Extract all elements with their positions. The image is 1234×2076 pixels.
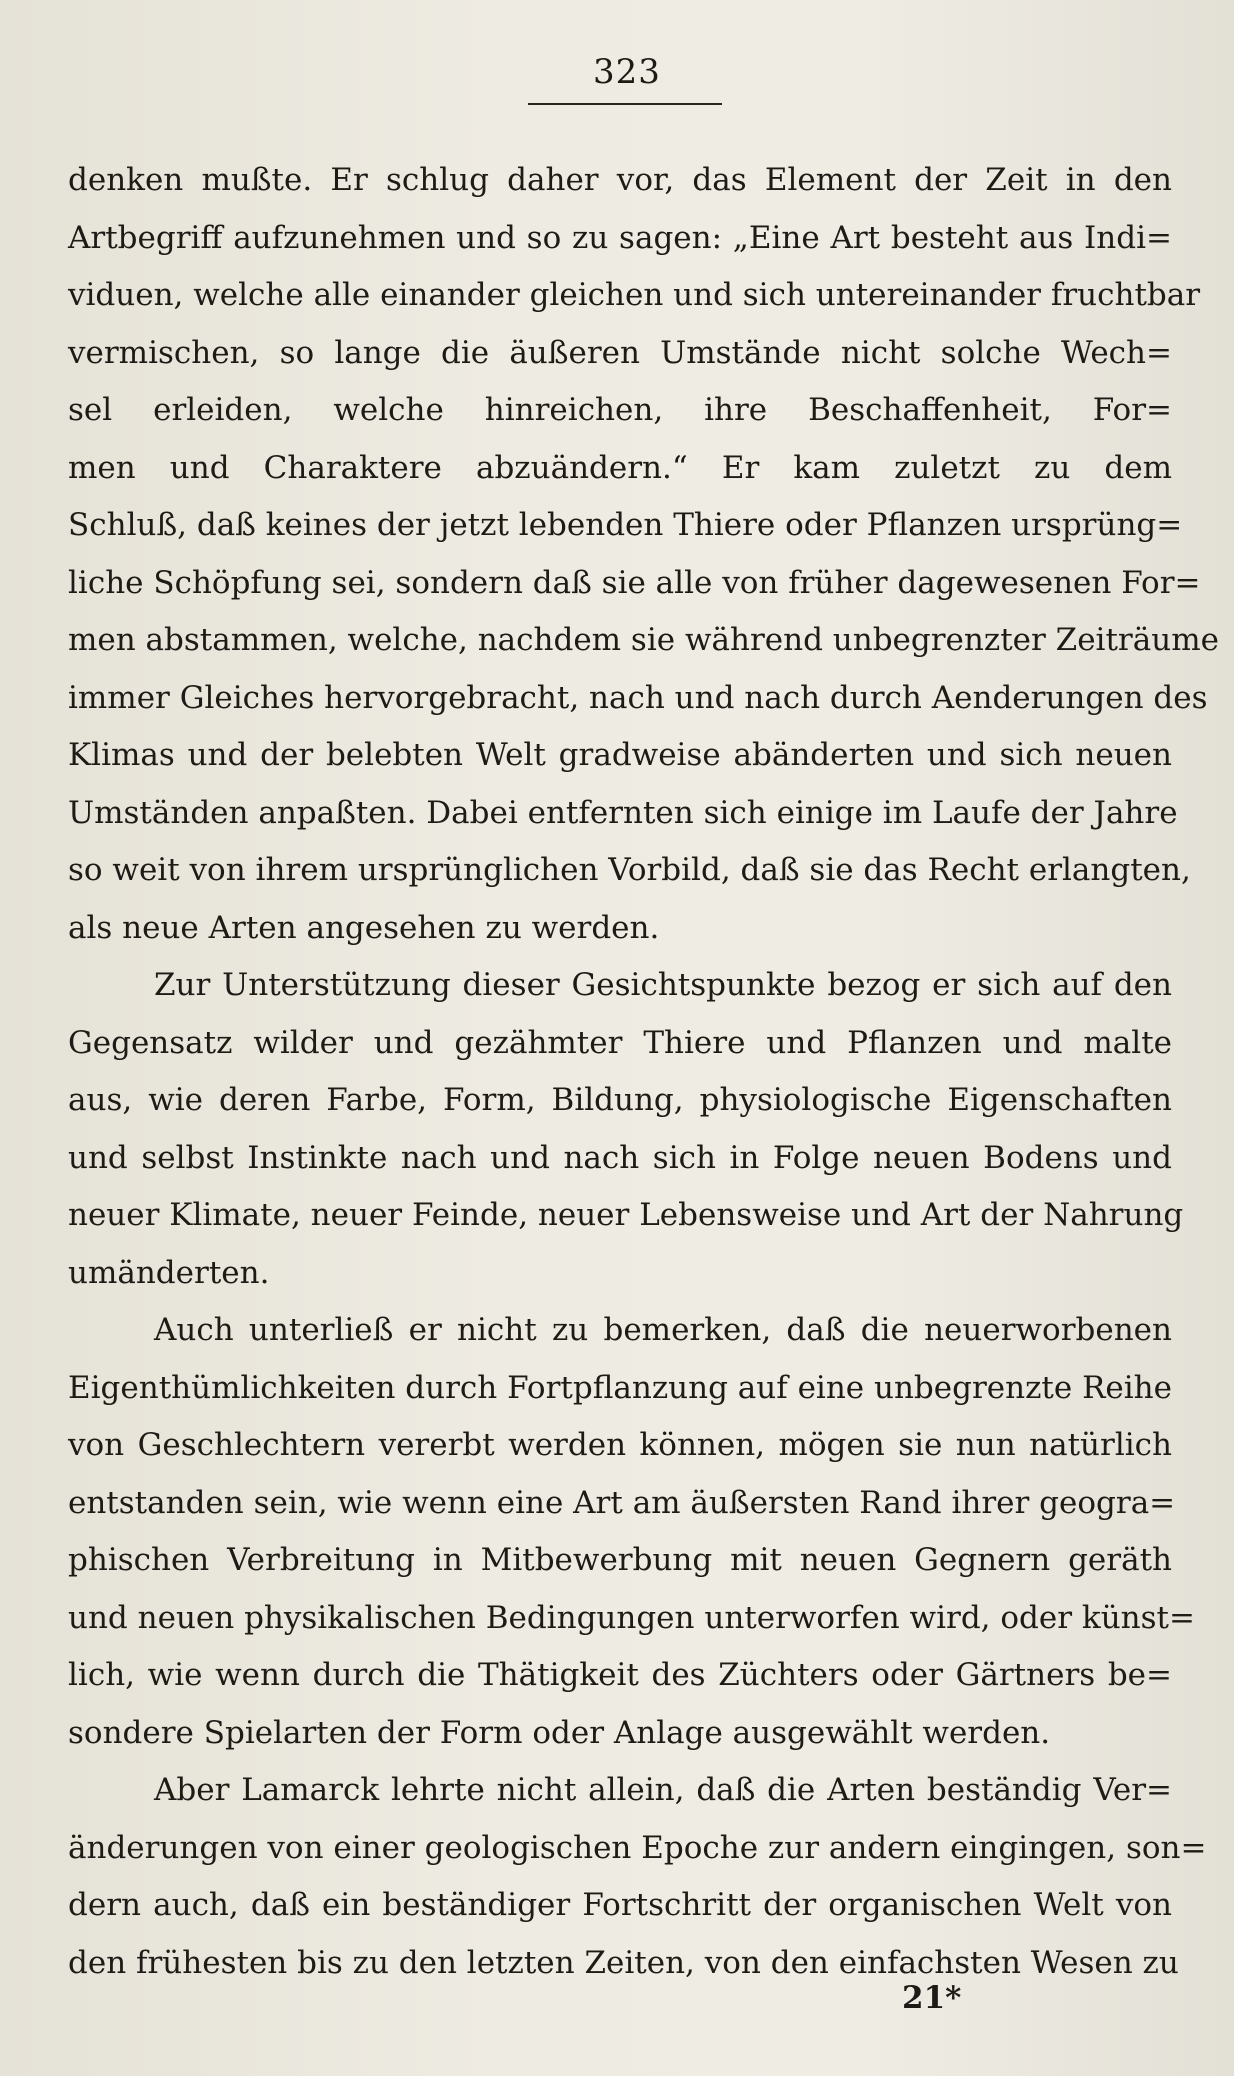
text-line: als neue Arten angesehen zu werden. bbox=[68, 909, 660, 946]
text-line: dern auch, daß ein beständiger Fortschritt der organischen Welt von bbox=[68, 1887, 1172, 1923]
text-line: liche Schöpfung sei, sondern daß sie alle von früher dagewesenen For= bbox=[68, 564, 1201, 601]
text-line: sondere Spielarten der Form oder Anlage ausgewählt werden. bbox=[68, 1714, 1051, 1751]
header-rule bbox=[528, 103, 722, 105]
text-line: men und Charaktere abzuändern.“ Er kam zuletzt zu dem bbox=[68, 449, 1172, 486]
text-line: phischen Verbreitung in Mitbewerbung mit neuen Gegnern geräth bbox=[68, 1542, 1172, 1578]
text-line: und selbst Instinkte nach und nach sich in Folge neuen Bodens und bbox=[68, 1139, 1172, 1176]
text-line: entstanden sein, wie wenn eine Art am äußersten Rand ihrer geogra= bbox=[68, 1484, 1176, 1521]
text-line: Artbegriff aufzunehmen und so zu sagen: „Eine Art besteht aus Indi= bbox=[68, 219, 1172, 256]
text-line: Aber Lamarck lehrte nicht allein, daß die Arten beständig Ver= bbox=[154, 1772, 1172, 1808]
signature-mark: 21* bbox=[902, 1980, 962, 2016]
text-line: neuer Klimate, neuer Feinde, neuer Lebensweise und Art der Nahrung bbox=[68, 1197, 1184, 1233]
text-line: viduen, welche alle einander gleichen und sich untereinander fruchtbar bbox=[68, 277, 1201, 313]
text-line: denken mußte. Er schlug daher vor, das Element der Zeit in den bbox=[68, 162, 1172, 198]
text-line: vermischen, so lange die äußeren Umstände nicht solche Wech= bbox=[68, 334, 1172, 371]
text-line: Umständen anpaßten. Dabei entfernten sich einige im Laufe der Jahre bbox=[68, 794, 1178, 831]
text-line: lich, wie wenn durch die Thätigkeit des Züchters oder Gärtners be= bbox=[68, 1657, 1172, 1693]
text-line: änderungen von einer geologischen Epoche zur andern eingingen, son= bbox=[68, 1829, 1207, 1866]
text-line: Eigenthümlichkeiten durch Fortpflanzung auf eine unbegrenzte Reihe bbox=[68, 1369, 1172, 1406]
text-line: sel erleiden, welche hinreichen, ihre Beschaffenheit, For= bbox=[68, 392, 1172, 428]
text-line: so weit von ihrem ursprünglichen Vorbild, daß sie das Recht erlangten, bbox=[68, 852, 1191, 888]
text-line: immer Gleiches hervorgebracht, nach und nach durch Aenderungen des bbox=[68, 679, 1208, 716]
page-number: 323 bbox=[593, 52, 661, 92]
body-text bbox=[68, 152, 1219, 1992]
text-line: Schluß, daß keines der jetzt lebenden Thiere oder Pflanzen ursprüng= bbox=[68, 507, 1183, 543]
text-line: men abstammen, welche, nachdem sie während unbegrenzter Zeiträume bbox=[68, 622, 1219, 658]
text-line: und neuen physikalischen Bedingungen unterworfen wird, oder künst= bbox=[68, 1599, 1195, 1636]
text-line: Klimas und der belebten Welt gradweise abänderten und sich neuen bbox=[68, 737, 1172, 773]
text-line: Zur Unterstützung dieser Gesichtspunkte bezog er sich auf den bbox=[154, 967, 1172, 1003]
text-line: Auch unterließ er nicht zu bemerken, daß die neuerworbenen bbox=[154, 1312, 1172, 1348]
text-line: den frühesten bis zu den letzten Zeiten, von den einfachsten Wesen zu bbox=[68, 1944, 1179, 1981]
text-line: umänderten. bbox=[68, 1254, 270, 1291]
text-line: von Geschlechtern vererbt werden können, mögen sie nun natürlich bbox=[68, 1427, 1172, 1463]
text-line: aus, wie deren Farbe, Form, Bildung, physiologische Eigenschaften bbox=[68, 1082, 1172, 1118]
text-line: Gegensatz wilder und gezähmter Thiere und Pflanzen und malte bbox=[68, 1024, 1172, 1061]
